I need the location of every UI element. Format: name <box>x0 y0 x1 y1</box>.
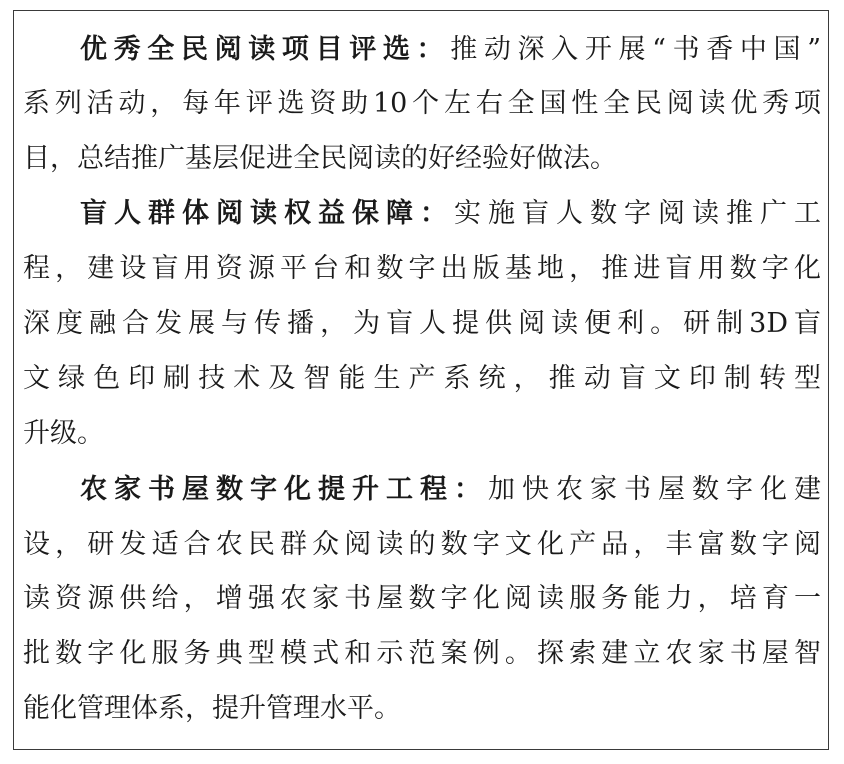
paragraph-line <box>80 471 821 509</box>
paragraph-line: 设，研发适合农民群众阅读的数字文化产品，丰富数字阅 <box>23 529 821 560</box>
paragraph-text: 推动深入开展“书香中国” <box>450 34 821 65</box>
paragraph-heading: 农家书屋数字化提升工程： <box>80 474 488 505</box>
paragraph-line: 深度融合发展与传播，为盲人提供阅读便利。研制3D盲 <box>23 308 821 339</box>
paragraph-heading: 优秀全民阅读项目评选： <box>80 34 451 65</box>
paragraph-line <box>80 31 821 69</box>
paragraph-line: 能化管理体系，提升管理水平。 <box>23 693 401 724</box>
paragraph-text: 实施盲人数字阅读推广工 <box>454 198 821 229</box>
paragraph-heading: 盲人群体阅读权益保障： <box>80 198 454 229</box>
paragraph-line: 读资源供给，增强农家书屋数字化阅读服务能力，培育一 <box>23 583 821 614</box>
paragraph-line: 升级。 <box>23 418 104 449</box>
paragraph-line: 文绿色印刷技术及智能生产系统，推动盲文印制转型 <box>23 363 821 394</box>
paragraph-line: 目，总结推广基层促进全民阅读的好经验好做法。 <box>23 143 617 174</box>
paragraph-line: 系列活动，每年评选资助10个左右全国性全民阅读优秀项 <box>23 88 821 119</box>
paragraph-line <box>80 195 821 233</box>
paragraph-line: 批数字化服务典型模式和示范案例。探索建立农家书屋智 <box>23 638 821 669</box>
paragraph-text: 加快农家书屋数字化建 <box>488 474 821 505</box>
paragraph-line: 程，建设盲用资源平台和数字出版基地，推进盲用数字化 <box>23 253 821 284</box>
